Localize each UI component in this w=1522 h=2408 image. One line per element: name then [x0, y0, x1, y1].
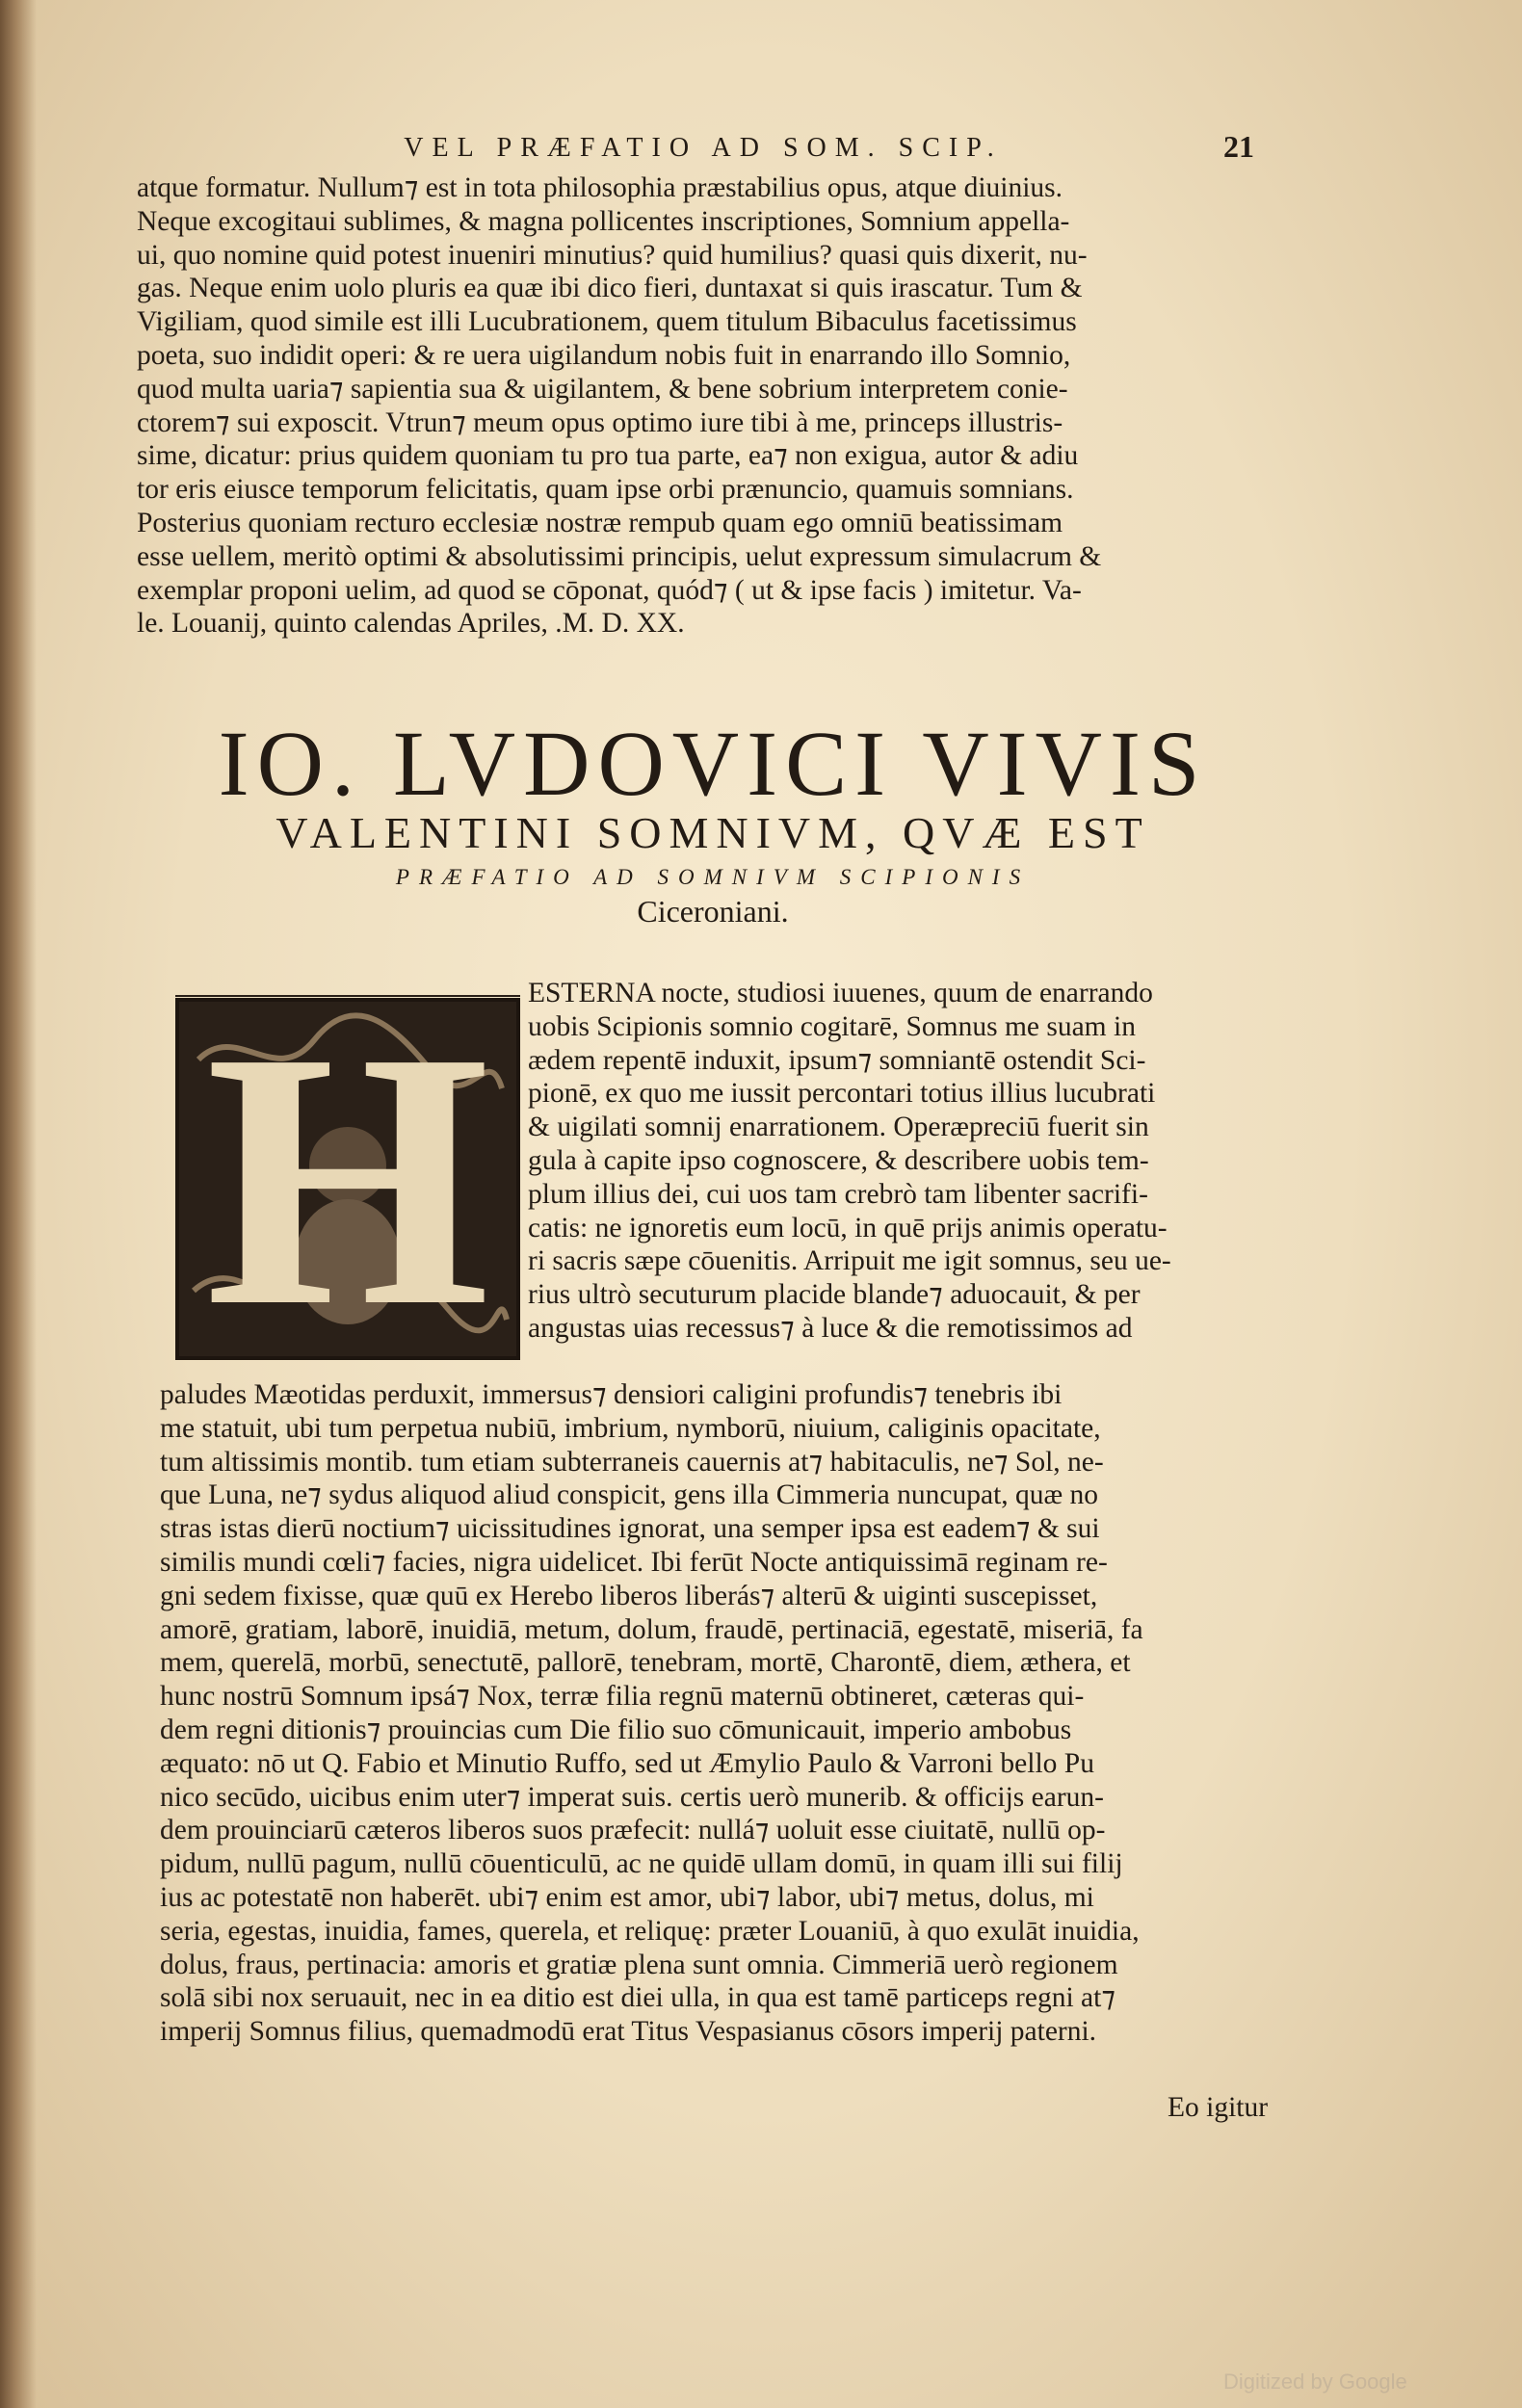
section-title-main: IO. LVDOVICI VIVIS — [218, 712, 1208, 815]
text-line: poeta, suo indidit operi: & re uera uigilandum nobis fuit in enarrando illo Somnio, — [137, 339, 1071, 371]
text-line: stras istas dierū noctium⁊ uicissitudines ignorat, una semper ipsa est eadem⁊ & sui — [160, 1513, 1100, 1545]
text-line: que Luna, ne⁊ sydus aliquod aliud conspicit, gens illa Cimmeria nuncupat, quæ no — [160, 1479, 1099, 1511]
catchword: Eo igitur — [1168, 2092, 1269, 2123]
text-line: & uigilati somnij enarrationem. Operæpreciū fuerit sin — [528, 1112, 1149, 1143]
text-line: quod multa uaria⁊ sapientia sua & uigilantem, & bene sobrium interpretem conie- — [137, 373, 1068, 405]
text-line: pionē, ex quo me iussit percontari totius illius lucubrati — [528, 1078, 1156, 1110]
text-line: hunc nostrū Somnum ipsá⁊ Nox, terræ filia regnū maternū obtineret, cæteras qui- — [160, 1681, 1085, 1713]
digitization-watermark: Digitized by Google — [1223, 2369, 1407, 2394]
text-line: dolus, fraus, pertinacia: amoris et gratiæ plena sunt omnia. Cimmeriā uerò regionem — [160, 1949, 1118, 1980]
body-paragraph-indented — [528, 977, 1299, 1346]
text-line: tor eris eiusce temporum felicitatis, quam ipse orbi prænuncio, quamuis somnians. — [137, 474, 1074, 506]
section-title-second: VALENTINI SOMNIVM, QVÆ EST — [276, 808, 1150, 857]
section-title-fourth: Ciceroniani. — [637, 894, 789, 929]
text-line: esse uellem, meritò optimi & absolutissimi principis, uelut expressum simulacrum & — [137, 540, 1102, 572]
initial-letter: H — [205, 977, 490, 1382]
running-head: VEL PRÆFATIO AD SOM. SCIP. — [404, 133, 1003, 163]
text-line: similis mundi cœli⁊ facies, nigra uidelicet. Ibi ferūt Nocte antiquissimā reginam re- — [160, 1546, 1108, 1578]
page-gutter-shadow — [0, 0, 37, 2408]
folio-number: 21 — [1223, 129, 1254, 164]
text-line: exemplar proponi uelim, ad quod se cōponat, quód⁊ ( ut & ipse facis ) imitetur. Va- — [137, 574, 1082, 606]
text-line: solā sibi nox seruauit, nec in ea ditio est diei ulla, in qua est tamē particeps regni at⁊ — [160, 1982, 1115, 2014]
text-line: atque formatur. Nullum⁊ est in tota philosophia præstabilius opus, atque diuinius. — [137, 172, 1063, 203]
text-line: gni sedem fixisse, quæ quū ex Herebo liberos liberás⁊ alterū & uiginti suscepisset, — [160, 1580, 1098, 1611]
text-line: Neque excogitaui sublimes, & magna pollicentes inscriptiones, Somnium appella- — [137, 205, 1070, 237]
text-line: sime, dicatur: prius quidem quoniam tu pro tua parte, ea⁊ non exigua, autor & adiu — [137, 440, 1079, 472]
text-line: paludes Mæotidas perduxit, immersus⁊ densiori caligini profundis⁊ tenebris ibi — [160, 1379, 1063, 1410]
text-line: ESTERNA nocte, studiosi iuuenes, quum de enarrando — [528, 978, 1153, 1008]
text-line: ius ac potestatē non haberēt. ubi⁊ enim est amor, ubi⁊ labor, ubi⁊ metus, dolus, mi — [160, 1881, 1094, 1913]
text-line: gula à capite ipso cognoscere, & describere uobis tem- — [528, 1144, 1149, 1176]
text-line: mem, querelā, morbū, senectutē, pallorē, tenebram, mortē, Charontē, diem, æthera, et — [160, 1647, 1131, 1679]
text-line: ædem repentē induxit, ipsum⁊ somniantē ostendit Sci- — [528, 1044, 1146, 1076]
text-line: catis: ne ignoretis eum locū, in quē prijs animis operatu- — [528, 1212, 1168, 1243]
text-line: me statuit, ubi tum perpetua nubiū, imbrium, nymborū, niuium, caliginis opacitate, — [160, 1412, 1101, 1444]
text-line: dem prouinciarū cæteros liberos suos præfecit: nullá⁊ uoluit esse ciuitatē, nullū op- — [160, 1815, 1106, 1846]
text-line: plum illius dei, cui uos tam crebrò tam libenter sacrifi- — [528, 1178, 1148, 1210]
text-line: rius ultrò secuturum placide blande⁊ aduocauit, & per — [528, 1279, 1141, 1311]
text-line: nico secūdo, uicibus enim uter⁊ imperat suis. certis uerò munerib. & officijs earun- — [160, 1781, 1104, 1813]
body-paragraph-full — [160, 1378, 1302, 2049]
text-line: amorē, gratiam, laborē, inuidiā, metum, dolum, fraudē, pertinaciā, egestatē, miseriā, fa — [160, 1613, 1143, 1645]
text-line: le. Louanij, quinto calendas Apriles, .M. D. XX. — [137, 608, 685, 640]
text-line: ctorem⁊ sui exposcit. Vtrun⁊ meum opus optimo iure tibi à me, princeps illustris- — [137, 406, 1063, 438]
text-line: dem regni ditionis⁊ prouincias cum Die filio suo cōmunicauit, imperio ambobus — [160, 1714, 1072, 1745]
preface-paragraph — [137, 171, 1302, 641]
text-line: angustas uias recessus⁊ à luce & die remotissimos ad — [528, 1312, 1133, 1344]
section-title-third: PRÆFATIO AD SOMNIVM SCIPIONIS — [395, 865, 1031, 889]
text-line: gas. Neque enim uolo pluris ea quæ ibi dico fieri, duntaxat si quis irascatur. Tum & — [137, 273, 1083, 304]
text-line: tum altissimis montib. tum etiam subterraneis cauernis at⁊ habitaculis, ne⁊ Sol, ne- — [160, 1446, 1104, 1478]
text-line: uobis Scipionis somnio cogitarē, Somnus me suam in — [528, 1010, 1136, 1042]
text-line: Vigiliam, quod simile est illi Lucubrationem, quem titulum Bibaculus facetissimus — [137, 306, 1077, 338]
text-line: imperij Somnus filius, quemadmodū erat Titus Vespasianus cōsors imperij paterni. — [160, 2016, 1097, 2048]
text-line: æquato: nō ut Q. Fabio et Minutio Ruffo, sed ut Æmylio Paulo & Varroni bello Pu — [160, 1747, 1094, 1779]
text-line: Posterius quoniam recturo ecclesiæ nostræ rempub quam ego omniū beatissimam — [137, 507, 1063, 538]
text-line: ri sacris sæpe cōuenitis. Arripuit me igit somnus, seu ue- — [528, 1245, 1171, 1277]
decorated-initial — [175, 977, 520, 1382]
text-line: seria, egestas, inuidia, fames, querela, et reliquę: præter Louaniū, à quo exulāt inuidia, — [160, 1915, 1140, 1947]
text-line: pidum, nullū pagum, nullū cōuenticulū, ac ne quidē ullam domū, in quam illi sui filij — [160, 1848, 1123, 1880]
text-line: ui, quo nomine quid potest inueniri minutius? quid humilius? quasi quis dixerit, nu- — [137, 239, 1088, 271]
